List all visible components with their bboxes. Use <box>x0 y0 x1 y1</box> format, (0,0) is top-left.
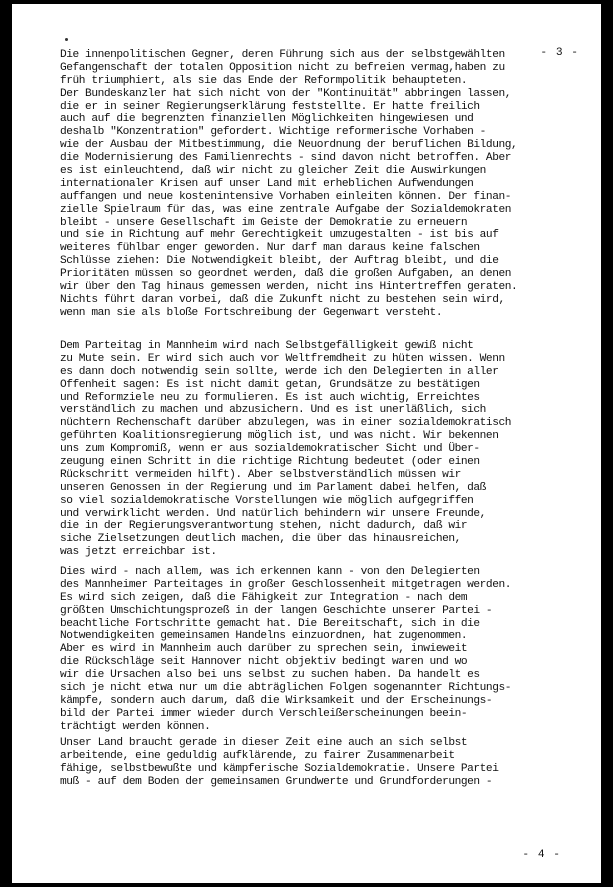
text-line: wenn man sie als bloße Fortschreibung der Gegenwart versteht. <box>60 306 443 319</box>
text-line: die Rückschläge seit Hannover nicht objektiv bedingt waren und wo <box>60 656 468 669</box>
text-line: zeugung einen Schritt in die richtige Richtung bedeutet (oder einen <box>60 456 480 469</box>
text-line: Prioritäten müssen so geordnet werden, daß die großen Aufgaben, an denen <box>60 268 511 281</box>
text-line: auch auf die begrenzten finanziellen Möglichkeiten hingewiesen und <box>60 113 474 126</box>
text-line: Schlüsse ziehen: Die Notwendigkeit bleibt, der Auftrag bleibt, und die <box>60 255 499 268</box>
text-line: internationaler Krisen auf unser Land mit erheblichen Aufwendungen <box>60 177 474 190</box>
text-line: Der Bundeskanzler hat sich nicht von der "Kontinuität" abbringen lassen, <box>60 87 511 100</box>
text-line: auffangen und neue kostenintensive Vorhaben einleiten können. Der finan- <box>60 190 511 203</box>
text-line: des Mannheimer Parteitages in großer Geschlossenheit mitgetragen werden. <box>60 578 511 591</box>
text-line: geführten Koalitionsregierung möglich ist, und was nicht. Wir bekennen <box>60 430 499 443</box>
text-line: wie der Ausbau der Mitbestimmung, die Neuordnung der beruflichen Bildung, <box>60 139 518 152</box>
text-line: es dann doch notwendig sein sollte, werde ich den Delegierten in aller <box>60 365 499 378</box>
text-line: wir die Ursachen also bei uns selbst zu suchen haben. Da handelt es <box>60 669 480 682</box>
text-line: Unser Land braucht gerade in dieser Zeit eine auch an sich selbst <box>60 737 468 749</box>
text-line: Aber es wird in Mannheim auch darüber zu sprechen sein, inwieweit <box>60 643 468 656</box>
text-line: bleibt - unsere Gesellschaft im Geiste der Demokratie zu erneuern <box>60 216 468 229</box>
text-line: Nichts führt daran vorbei, daß die Zukunft nicht zu bestehen sein wird, <box>60 293 505 306</box>
text-line: Dem Parteitag in Mannheim wird nach Selbstgefälligkeit gewiß nicht <box>60 340 474 352</box>
page-number-bottom: - 4 - <box>522 849 561 861</box>
text-line: die Modernisierung des Familienrechts - sind davon nicht betroffen. Aber <box>60 152 511 165</box>
text-line: nüchtern Rechenschaft darüber abzulegen, was in einer sozialdemokratisch <box>60 417 511 430</box>
text-line: bild der Partei immer wieder durch Verschleißerscheinungen beein- <box>60 707 468 720</box>
text-line: was jetzt erreichbar ist. <box>60 546 217 559</box>
text-line: die er in seiner Regierungserklärung feststellte. Er hatte freilich <box>60 100 480 113</box>
text-line: kämpfe, sondern auch darum, daß die Wirksamkeit und der Erscheinungs- <box>60 694 493 707</box>
text-line: Es wird sich zeigen, daß die Fähigkeit zur Integration - nach dem <box>60 591 468 604</box>
text-line: früh triumphiert, als sie das Ende der Reformpolitik behaupteten. <box>60 74 468 87</box>
paragraph-3 <box>60 566 590 734</box>
text-line: unseren Genossen in der Regierung und im Parlament dabei helfen, daß <box>60 481 486 494</box>
text-line: uns zum Kompromiß, wenn er aus sozialdemokratischer Sicht und Über- <box>60 443 480 456</box>
text-line: Dies wird - nach allem, was ich erkennen kann - von den Delegierten <box>60 566 480 578</box>
text-line: beachtliche Fortschritte gemacht hat. Die Bereitschaft, sich in die <box>60 617 480 630</box>
text-line: Die innenpolitischen Gegner, deren Führung sich aus der selbstgewählten <box>60 49 505 61</box>
text-line: fähige, selbstbewußte und kämpferische Sozialdemokratie. Unsere Partei <box>60 762 499 775</box>
text-line: zu Mute sein. Er wird sich auch vor Weltfremdheit zu hüten wissen. Wenn <box>60 352 505 365</box>
text-line: und Reformziele neu zu formulieren. Es ist auch wichtig, Erreichtes <box>60 391 480 404</box>
text-line: deshalb "Konzentration" gefordert. Wichtige reformerische Vorhaben - <box>60 126 486 139</box>
paragraph-1 <box>60 49 590 320</box>
text-line: und sie in Richtung auf mehr Gerechtigkeit umzugestalten - ist bis auf <box>60 229 499 242</box>
text-line: siche Zielsetzungen deutlich machen, die über das hinausreichen, <box>60 533 461 546</box>
text-line: trächtigt werden können. <box>60 720 211 733</box>
paragraph-2 <box>60 340 590 559</box>
text-line: größten Umschichtungsprozeß in der langen Geschichte unserer Partei - <box>60 604 493 617</box>
text-line: weiteres fühlbar enger geworden. Nur darf man daraus keine falschen <box>60 242 480 255</box>
text-line: wir über den Tag hinaus gemessen werden, nicht ins Hintertreffen geraten. <box>60 281 518 294</box>
text-line: Rückschritt vermeiden hilft). Aber selbstverständlich müssen wir <box>60 468 461 481</box>
paragraph-4 <box>60 737 590 789</box>
text-line: zielle Spielraum für das, was eine zentrale Aufgabe der Sozialdemokraten <box>60 203 511 216</box>
text-line: Gefangenschaft der totalen Opposition nicht zu befreien vermag,haben zu <box>60 61 505 74</box>
document-page <box>12 4 601 883</box>
page-number-top: - 3 - <box>540 47 579 59</box>
text-line: und verwirklicht werden. Und natürlich behindern wir unsere Freunde, <box>60 507 486 520</box>
text-line: es ist einleuchtend, daß wir nicht zu gleicher Zeit die Auswirkungen <box>60 165 486 178</box>
text-line: arbeitende, eine geduldig aufklärende, zu fairer Zusammenarbeit <box>60 749 455 762</box>
text-line: die in der Regierungsverantwortung stehen, nicht dadurch, daß wir <box>60 520 468 533</box>
text-line: Offenheit sagen: Es ist nicht damit getan, Grundsätze zu bestätigen <box>60 378 480 391</box>
text-line: verständlich zu machen und abzusichern. Und es ist unerläßlich, sich <box>60 404 486 417</box>
text-line: muß - auf dem Boden der gemeinsamen Grundwerte und Grundforderungen - <box>60 775 493 788</box>
text-line: so viel sozialdemokratische Vorstellungen wie möglich aufgegriffen <box>60 494 474 507</box>
scan-speck <box>65 38 68 41</box>
text-line: Notwendigkeiten gemeinsamen Handelns einzuordnen, hat zugenommen. <box>60 630 468 643</box>
text-line: sich je nicht etwa nur um die abträglichen Folgen sogenannter Richtungs- <box>60 682 511 695</box>
